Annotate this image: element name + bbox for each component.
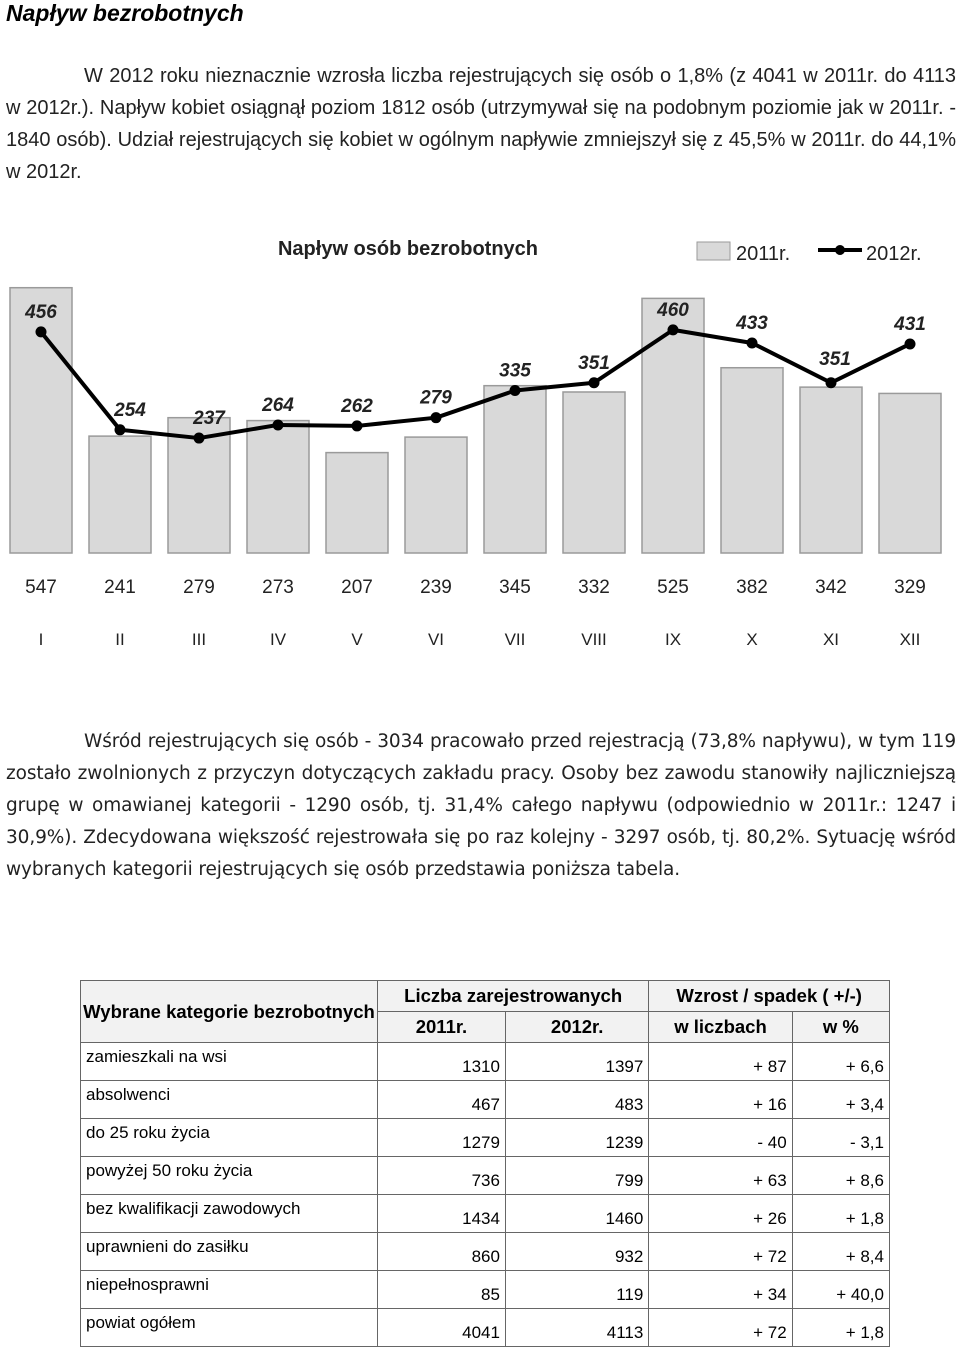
line-2012-point — [352, 420, 363, 431]
x-tick-label: V — [351, 630, 363, 649]
bar-value-label: 345 — [499, 577, 531, 598]
bar-value-label: 342 — [815, 577, 847, 598]
line-2012-point — [431, 412, 442, 423]
cell-v2011: 1310 — [377, 1043, 505, 1081]
cell-pct: + 1,8 — [792, 1309, 889, 1347]
inflow-chart — [0, 220, 960, 690]
cell-label: do 25 roku życia — [81, 1119, 378, 1157]
cell-v2012: 1460 — [505, 1195, 648, 1233]
cell-pct: - 3,1 — [792, 1119, 889, 1157]
bar-value-label: 273 — [262, 577, 294, 598]
bar-2011 — [89, 436, 151, 553]
cell-diff: + 72 — [649, 1233, 792, 1271]
line-2012-point — [668, 324, 679, 335]
line-2012-point — [115, 424, 126, 435]
cell-pct: + 8,4 — [792, 1233, 889, 1271]
legend-label-2011: 2011r. — [736, 243, 791, 265]
bar-value-label: 329 — [894, 577, 926, 598]
cell-v2011: 736 — [377, 1157, 505, 1195]
header-change: Wzrost / spadek ( +/-) — [649, 981, 890, 1012]
table-row — [81, 1233, 890, 1271]
bar-2011 — [642, 298, 704, 553]
x-tick-label: II — [115, 630, 125, 649]
table-row — [81, 1157, 890, 1195]
cell-v2011: 4041 — [377, 1309, 505, 1347]
cell-diff: + 16 — [649, 1081, 792, 1119]
cell-v2012: 932 — [505, 1233, 648, 1271]
cell-v2012: 119 — [505, 1271, 648, 1309]
x-tick-label: X — [746, 630, 758, 649]
header-percent: w % — [792, 1012, 889, 1043]
line-value-label: 460 — [657, 299, 689, 321]
line-2012-point — [905, 338, 916, 349]
bar-value-label: 382 — [736, 577, 768, 598]
header-2012: 2012r. — [505, 1012, 648, 1043]
line-2012-point — [510, 385, 521, 396]
x-tick-label: XII — [899, 630, 921, 649]
x-tick-label: IV — [269, 630, 287, 649]
x-tick-label: III — [191, 630, 207, 649]
cell-pct: + 1,8 — [792, 1195, 889, 1233]
cell-v2011: 467 — [377, 1081, 505, 1119]
bar-2011 — [879, 393, 941, 553]
categories-table — [80, 980, 890, 1347]
cell-v2011: 1434 — [377, 1195, 505, 1233]
x-tick-label: VI — [427, 630, 445, 649]
line-2012-point — [273, 419, 284, 430]
bar-2011 — [247, 421, 309, 553]
bar-2011 — [484, 386, 546, 553]
table-row — [81, 1081, 890, 1119]
header-category: Wybrane kategorie bezrobotnych — [81, 981, 378, 1043]
line-2012-point — [747, 337, 758, 348]
table-row — [81, 1309, 890, 1347]
line-2012-point — [826, 377, 837, 388]
bar-2011 — [563, 392, 625, 553]
line-2012-point — [36, 326, 47, 337]
cell-v2012: 799 — [505, 1157, 648, 1195]
bar-value-label: 332 — [578, 577, 610, 598]
line-value-label: 351 — [578, 352, 610, 374]
table-row — [81, 1119, 890, 1157]
bar-value-label: 239 — [420, 577, 452, 598]
cell-v2012: 483 — [505, 1081, 648, 1119]
line-value-label: 262 — [341, 395, 373, 417]
cell-diff: + 87 — [649, 1043, 792, 1081]
intro-paragraph: W 2012 roku nieznacznie wzrosła liczba rejestrujących się osób o 1,8% (z 4041 w 2011r. do 4113 w 2012r.). Napływ kobiet osiągnął poziom 1812 osób (utrzymywał się na podobnym poziomie jak w 2011r. - 1840 osób). Udział rejestrujących się kobiet w ogólnym napływie zmniejszył się z 45,5% w 2011r. do 44,1% w 2012r. — [6, 65, 956, 183]
cell-label: bez kwalifikacji zawodowych — [81, 1195, 378, 1233]
cell-diff: + 34 — [649, 1271, 792, 1309]
bar-value-label: 525 — [657, 577, 689, 598]
line-value-label: 279 — [420, 387, 452, 409]
cell-label: niepełnosprawni — [81, 1271, 378, 1309]
bar-2011 — [405, 437, 467, 553]
cell-label: powiat ogółem — [81, 1309, 378, 1347]
line-value-label: 351 — [819, 348, 851, 370]
line-value-label: 433 — [736, 312, 768, 334]
line-value-label: 237 — [193, 408, 225, 430]
cell-label: zamieszkali na wsi — [81, 1043, 378, 1081]
bar-value-label: 241 — [104, 577, 136, 598]
cell-label: uprawnieni do zasiłku — [81, 1233, 378, 1271]
bar-value-label: 207 — [341, 577, 373, 598]
data-labels — [24, 300, 926, 598]
x-tick-label: I — [38, 630, 44, 649]
x-axis-labels — [39, 630, 921, 649]
header-registered: Liczba zarejestrowanych — [377, 981, 648, 1012]
line-value-label: 431 — [894, 313, 926, 335]
table-row — [81, 1195, 890, 1233]
cell-v2012: 4113 — [505, 1309, 648, 1347]
cell-v2011: 85 — [377, 1271, 505, 1309]
cell-v2011: 1279 — [377, 1119, 505, 1157]
table-row — [81, 1043, 890, 1081]
bar-2011 — [326, 453, 388, 553]
x-tick-label: IX — [664, 630, 682, 649]
line-value-label: 335 — [499, 360, 531, 382]
cell-diff: + 72 — [649, 1309, 792, 1347]
cell-v2012: 1239 — [505, 1119, 648, 1157]
chart-legend — [278, 238, 922, 265]
x-tick-label: VII — [504, 630, 526, 649]
details-paragraph: Wśród rejestrujących się osób - 3034 pracowało przed rejestracją (73,8% napływu), w tym 119 zostało zwolnionych z przyczyn dotyczących zakładu pracy. Osoby bez zawodu stanowiły najliczniejszą grupę w omawianej kategorii - 1290 osób, tj. 31,4% całego napływu (odpowiednio w 2011r.: 1247 i 30,9%). Zdecydowana większość rejestrowała się po raz kolejny - 3297 osób, tj. 80,2%. Sytuację wśród wybranych kategorii rejestrujących się osób przedstawia poniższa tabela. — [6, 731, 956, 880]
cell-pct: + 8,6 — [792, 1157, 889, 1195]
cell-v2011: 860 — [377, 1233, 505, 1271]
line-value-label: 456 — [25, 301, 57, 323]
bar-value-label: 279 — [183, 577, 215, 598]
cell-label: powyżej 50 roku życia — [81, 1157, 378, 1195]
table-body — [81, 1043, 890, 1347]
line-2012-point — [194, 433, 205, 444]
section-heading: Napływ bezrobotnych — [6, 0, 244, 26]
cell-diff: + 63 — [649, 1157, 792, 1195]
cell-diff: - 40 — [649, 1119, 792, 1157]
bar-series-2011 — [10, 288, 941, 553]
cell-label: absolwenci — [81, 1081, 378, 1119]
cell-v2012: 1397 — [505, 1043, 648, 1081]
bar-2011 — [800, 387, 862, 553]
chart-title: Napływ osób bezrobotnych — [277, 238, 539, 260]
header-in-numbers: w liczbach — [649, 1012, 792, 1043]
cell-pct: + 6,6 — [792, 1043, 889, 1081]
cell-pct: + 40,0 — [792, 1271, 889, 1309]
x-tick-label: VIII — [581, 630, 607, 649]
table-row — [81, 1271, 890, 1309]
cell-pct: + 3,4 — [792, 1081, 889, 1119]
cell-diff: + 26 — [649, 1195, 792, 1233]
x-tick-label: XI — [822, 630, 840, 649]
line-value-label: 254 — [114, 399, 146, 421]
legend-marker-2012 — [835, 245, 845, 255]
legend-swatch-2011 — [697, 242, 730, 260]
line-2012-point — [589, 377, 600, 388]
legend-label-2012: 2012r. — [866, 243, 922, 265]
header-2011: 2011r. — [377, 1012, 505, 1043]
bar-value-label: 547 — [25, 577, 57, 598]
line-value-label: 264 — [262, 394, 294, 416]
bar-2011 — [721, 368, 783, 553]
